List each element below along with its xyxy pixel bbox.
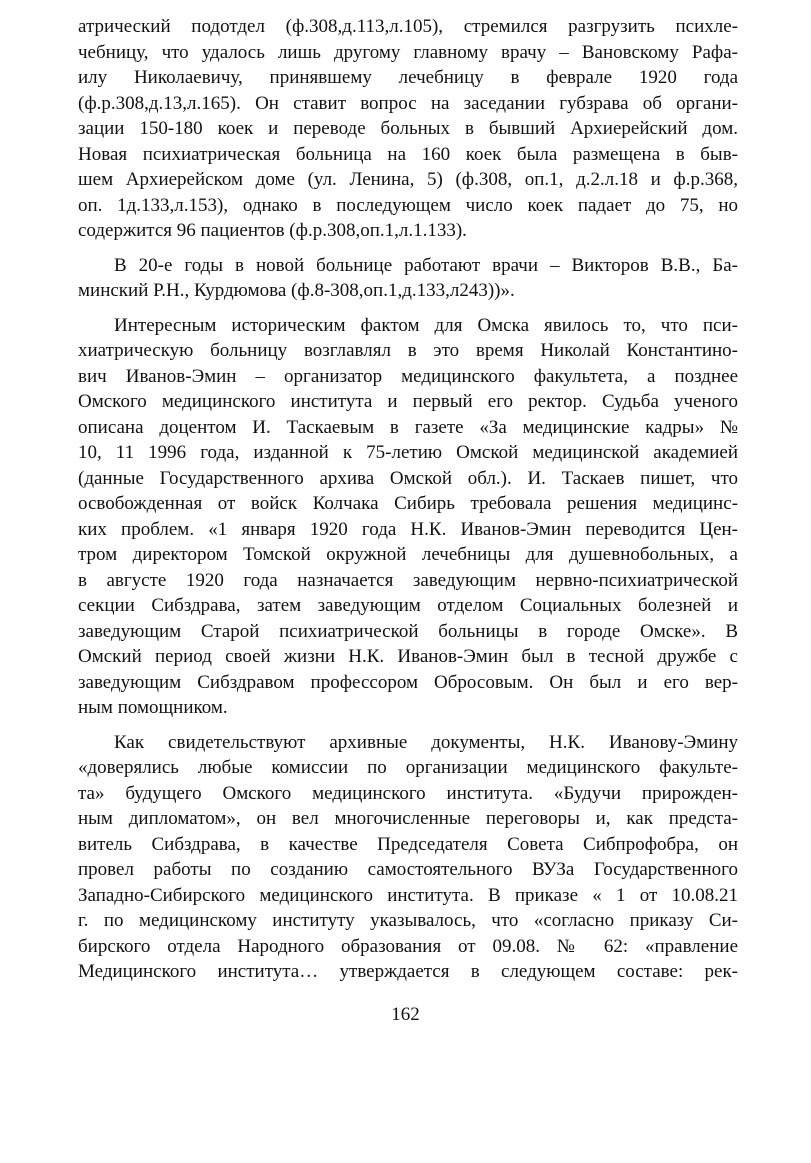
text-line: оп. 1д.133,л.153), однако в последующем число коек падает до 75, но: [78, 194, 738, 216]
text-line: заведующим Старой психиатрической больницы в городе Омске». В: [78, 620, 738, 642]
text-line: 10, 11 1996 года, изданной к 75-летию Омской медицинской академией: [78, 442, 738, 463]
text-line: вич Иванов-Эмин – организатор медицинского факультета, а позднее: [78, 365, 738, 387]
text-line: Интересным историческим фактом для Омска явилось то, что пси-: [114, 314, 738, 336]
text-line: атрический подотдел (ф.308,д.113,л.105), стремился разгрузить психле-: [78, 16, 738, 37]
body-text: [78, 14, 738, 994]
text-line: Новая психиатрическая больница на 160 коек была размещена в быв-: [78, 143, 738, 165]
text-line: хиатрическую больницу возглавлял в это время Николай Константино-: [78, 340, 738, 361]
text-line: (ф.р.308,д.13,л.165). Он ставит вопрос на заседании губзрава об органи-: [78, 92, 738, 114]
text-line: минский Р.Н., Курдюмова (ф.8-308,оп.1,д.133,л243))».: [78, 280, 515, 301]
text-line: освобожденная от войск Колчака Сибирь требовала решения медицинс-: [78, 493, 738, 514]
paragraph-3: [78, 313, 738, 721]
text-line: (данные Государственного архива Омской обл.). И. Таскаев пишет, что: [78, 467, 738, 489]
text-line: ным помощником.: [78, 697, 228, 718]
text-line: Медицинского института… утверждается в следующем составе: рек-: [78, 961, 738, 982]
text-line: ным дипломатом», он вел многочисленные переговоры и, как предста-: [78, 808, 738, 829]
text-line: секции Сибздрава, затем заведующим отделом Социальных болезней и: [78, 595, 738, 616]
text-line: чебницу, что удалось лишь другому главному врачу – Вановскому Рафа-: [78, 41, 738, 63]
text-line: провел работы по созданию самостоятельного ВУЗа Государственного: [78, 859, 738, 880]
paragraph-4: [78, 730, 738, 985]
text-line: г. по медицинскому институту указывалось, что «согласно приказу Си-: [78, 910, 738, 931]
text-line: илу Николаевичу, принявшему лечебницу в феврале 1920 года: [78, 67, 738, 88]
text-line: описана доцентом И. Таскаевым в газете «За медицинские кадры» №: [78, 416, 738, 438]
text-line: та» будущего Омского медицинского института. «Будучи прирожден-: [78, 782, 738, 804]
text-line: тром директором Томской окружной лечебницы для душевнобольных, а: [78, 544, 738, 565]
text-line: В 20-е годы в новой больнице работают врачи – Викторов В.В., Ба-: [114, 254, 738, 276]
text-line: зации 150-180 коек и переводе больных в бывший Архиерейский дом.: [78, 118, 738, 139]
text-line: в августе 1920 года назначается заведующим нервно-психиатрической: [78, 569, 738, 591]
text-line: ких проблем. «1 января 1920 года Н.К. Иванов-Эмин переводится Цен-: [78, 518, 738, 540]
text-line: Омский период своей жизни Н.К. Иванов-Эмин был в тесной дружбе с: [78, 646, 738, 667]
text-line: Омского медицинского института и первый его ректор. Судьба ученого: [78, 391, 738, 412]
text-line: содержится 96 пациентов (ф.р.308,оп.1,л.1.133).: [78, 220, 467, 241]
text-line: заведующим Сибздравом профессором Обросовым. Он был и его вер-: [78, 671, 738, 693]
text-line: «доверялись любые комиссии по организации медицинского факульте-: [78, 757, 738, 778]
text-line: Как свидетельствуют архивные документы, Н.К. Иванову-Эмину: [114, 731, 738, 753]
paragraph-1: [78, 14, 738, 244]
page-number: 162: [391, 1004, 420, 1025]
paragraph-2: [78, 253, 738, 304]
text-line: Западно-Сибирского медицинского института. В приказе « 1 от 10.08.21: [78, 884, 738, 906]
text-line: витель Сибздрава, в качестве Председателя Совета Сибпрофобра, он: [78, 833, 738, 855]
text-line: бирского отдела Народного образования от 09.08. № 62: «правление: [78, 935, 738, 957]
text-line: шем Архиерейском доме (ул. Ленина, 5) (ф.308, оп.1, д.2.л.18 и ф.р.368,: [78, 169, 738, 190]
